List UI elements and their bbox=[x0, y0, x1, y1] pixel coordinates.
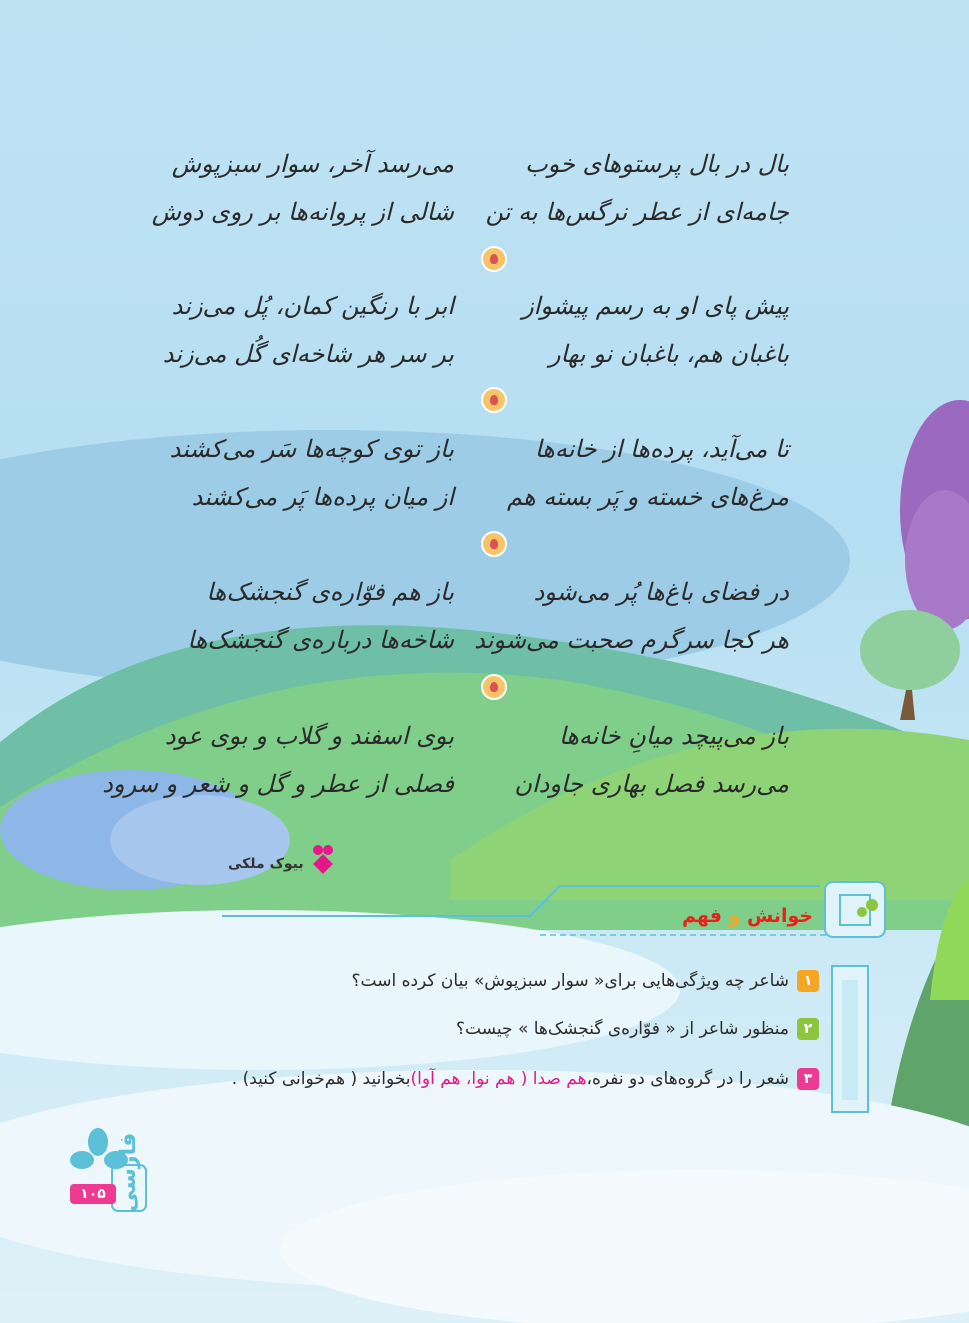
verse: در فضای باغ‌ها پُر می‌شود bbox=[533, 578, 789, 606]
verse: شاخه‌ها درباره‌ی گنجشک‌ها bbox=[187, 626, 454, 654]
verse: جامه‌ای از عطر نرگس‌ها به تن bbox=[485, 198, 789, 226]
verse: تا می‌آید، پرده‌ها از خانه‌ها bbox=[534, 435, 789, 463]
question-text: شاعر چه ویژگی‌هایی برای« سوار سبزپوش» بیان کرده است؟ bbox=[351, 971, 789, 991]
verse: از میان پرده‌ها پَر می‌کشند bbox=[191, 483, 454, 511]
poet-name: بیوک ملکی bbox=[228, 856, 304, 872]
verse: بال در بال پرستوهای خوب bbox=[525, 150, 789, 178]
verse: باز می‌پیچد میانِ خانه‌ها bbox=[558, 722, 789, 750]
verse: مرغ‌های خسته و پَر بسته هم bbox=[506, 483, 789, 511]
verse: ابر با رنگین کمان، پُل می‌زند bbox=[171, 292, 454, 320]
verse: هر کجا سرگرم صحبت می‌شوند bbox=[474, 626, 789, 654]
question-highlight: هم صدا ( هم نوا، هم آوا) bbox=[410, 1069, 587, 1089]
verse: می‌رسد آخر، سوار سبزپوش bbox=[171, 150, 454, 178]
section-title-word: خوانش bbox=[746, 905, 814, 927]
verse: باز هم فوّاره‌ی گنجشک‌ها bbox=[206, 578, 454, 606]
section-title-word: و bbox=[728, 905, 741, 927]
verse: پیش پای او به رسم پیشواز bbox=[522, 292, 789, 320]
verse: بوی اسفند و گلاب و بوی عود bbox=[164, 722, 454, 750]
verse: شالی از پروانه‌ها بر روی دوش bbox=[151, 198, 454, 226]
verse: می‌رسد فصل بهاری جاودان bbox=[514, 770, 789, 798]
verse: بر سر هر شاخه‌ای گُل می‌زند bbox=[162, 340, 454, 368]
question-number: ۱ bbox=[797, 970, 819, 992]
question-text: منظور شاعر از « فوّاره‌ی گنجشک‌ها » چیست؟ bbox=[456, 1019, 789, 1039]
brand-label: فارسی bbox=[116, 1132, 141, 1212]
question-text: بخوانید ( هم‌خوانی کنید) . bbox=[231, 1069, 411, 1089]
verse: فصلی از عطر و گل و شعر و سرود bbox=[102, 770, 454, 798]
page-number: ۱۰۵ bbox=[70, 1184, 116, 1204]
verse: باز توی کوچه‌ها سَر می‌کشند bbox=[169, 435, 454, 463]
section-title-word: فهم bbox=[682, 905, 722, 927]
question-text: شعر را در گروه‌های دو نفره، bbox=[586, 1069, 789, 1089]
question-number: ۲ bbox=[797, 1018, 819, 1040]
verse: باغبان هم، باغبان نو بهار bbox=[548, 340, 789, 368]
question-number: ۳ bbox=[797, 1068, 819, 1090]
